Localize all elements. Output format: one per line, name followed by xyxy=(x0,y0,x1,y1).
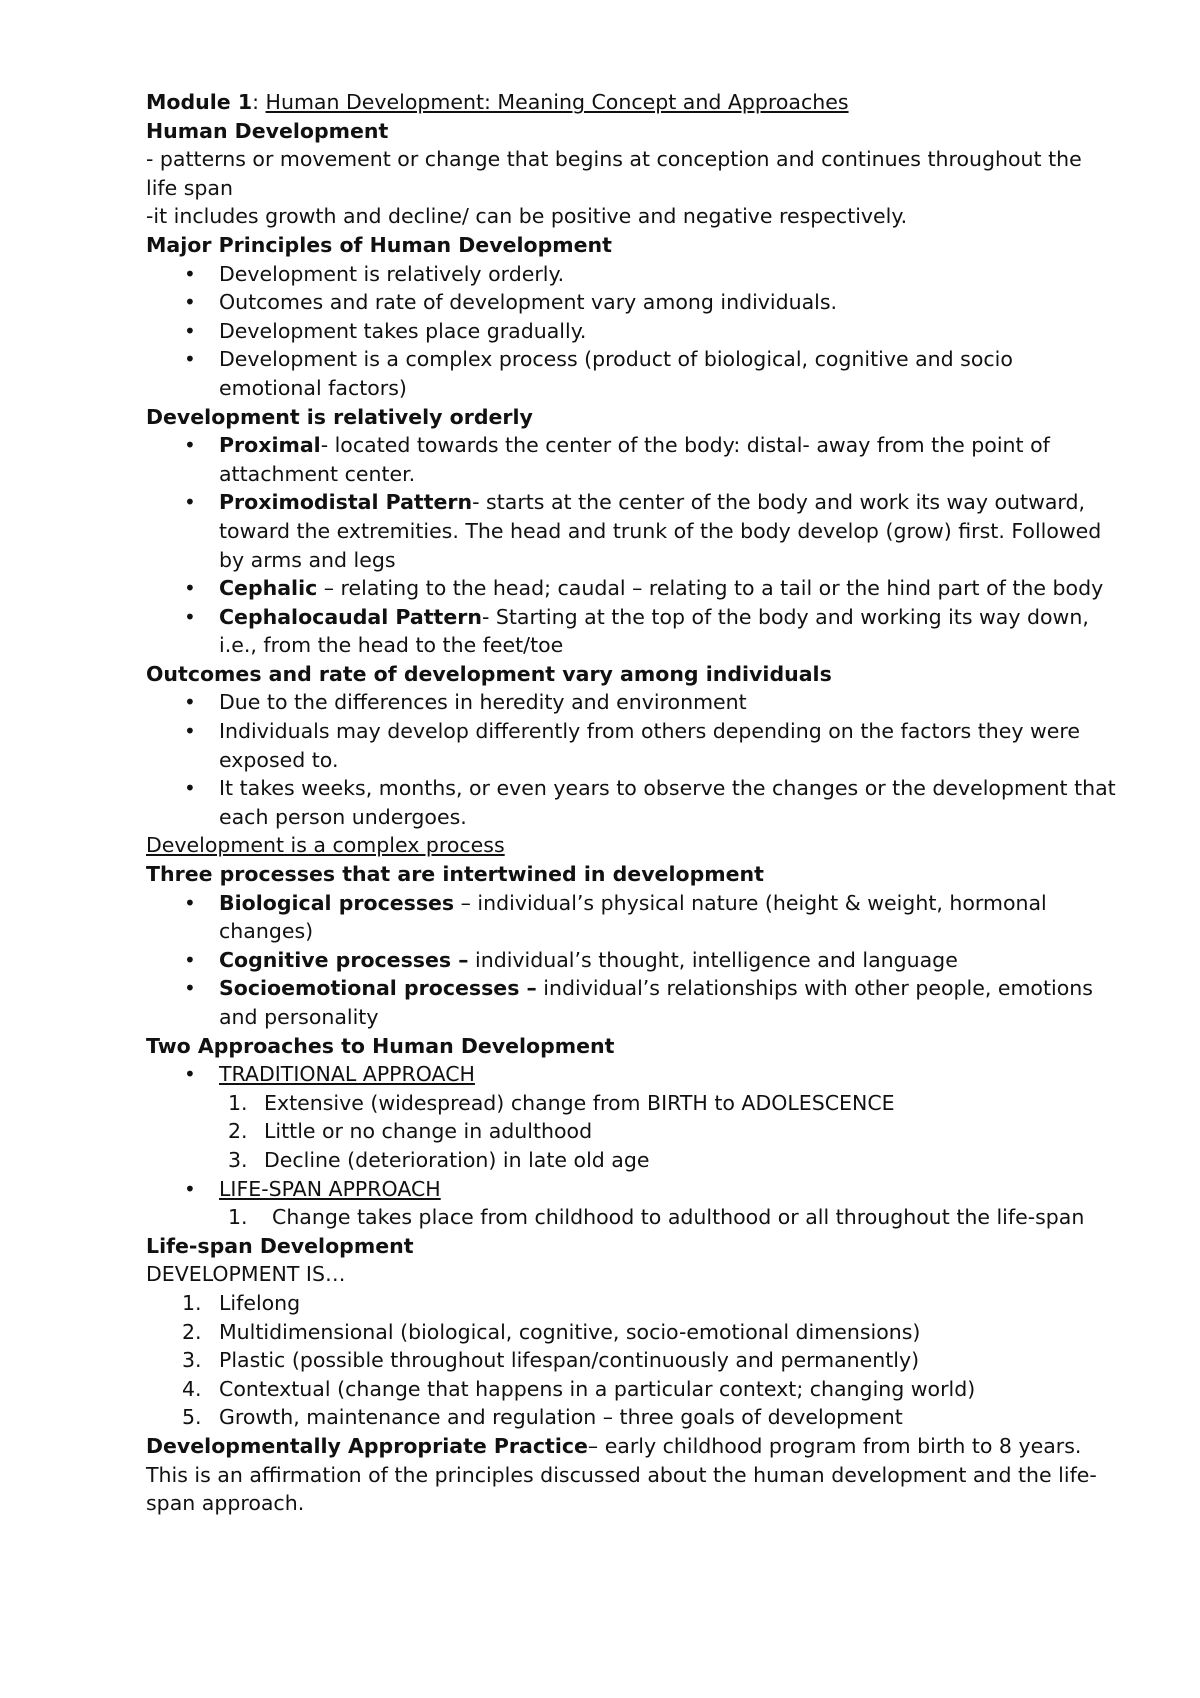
item-text: Contextual (change that happens in a particular context; changing world) xyxy=(219,1376,976,1401)
list-item xyxy=(146,1318,1116,1347)
list-item xyxy=(146,1375,1116,1404)
definition: - located towards the center of the body: distal- away from the point of attachment center. xyxy=(219,433,1050,486)
module-title: Human Development: Meaning Concept and Approaches xyxy=(265,90,849,114)
traditional-approach-label: TRADITIONAL APPROACH xyxy=(219,1062,475,1087)
list-item: • Outcomes and rate of development vary among individuals. xyxy=(146,288,1116,317)
definition: - Starting at the top of the body and working its way down, i.e., from the head to the feet/toe xyxy=(219,604,1089,658)
list-item xyxy=(146,1403,1116,1432)
outcomes-heading: Outcomes and rate of development vary among individuals xyxy=(146,661,832,686)
item-number: 5. xyxy=(182,1405,202,1430)
definition: – individual’s physical nature (height & weight, hormonal changes) xyxy=(219,890,1047,944)
item-number: 4. xyxy=(182,1376,202,1401)
definition: individual’s thought, intelligence and language xyxy=(468,947,958,972)
list-item xyxy=(146,1117,1116,1146)
development-characteristics-list xyxy=(146,1289,1116,1432)
module-title-line xyxy=(146,88,1116,117)
list-item xyxy=(146,574,1116,603)
hd-growth-line: -it includes growth and decline/ can be positive and negative respectively. xyxy=(146,204,908,229)
principles-list xyxy=(146,260,1116,403)
list-item xyxy=(146,946,1116,975)
approaches-heading: Two Approaches to Human Development xyxy=(146,1033,615,1058)
orderly-list xyxy=(146,431,1116,660)
processes-list xyxy=(146,889,1116,1032)
item-text: Multidimensional (biological, cognitive, socio-emotional dimensions) xyxy=(219,1319,921,1344)
list-item xyxy=(146,889,1116,946)
list-item: • It takes weeks, months, or even years to observe the changes or the development that each person undergoes. xyxy=(146,774,1116,831)
item-text: Lifelong xyxy=(219,1290,301,1315)
document-page xyxy=(146,88,1116,1518)
life-span-development-heading: Life-span Development xyxy=(146,1233,414,1258)
item-number: 3. xyxy=(182,1348,202,1373)
dap-definition: – early childhood program from birth to 8 years. This is an affirmation of the principles discussed about the human development and the life-span approach. xyxy=(146,1433,1097,1516)
item-number: 2. xyxy=(182,1319,202,1344)
approaches-list xyxy=(146,1060,1116,1089)
list-item xyxy=(146,1146,1116,1175)
term: Cephalic xyxy=(219,576,318,601)
life-span-approach-label: LIFE-SPAN APPROACH xyxy=(219,1176,441,1201)
list-item xyxy=(146,1289,1116,1318)
term: Biological processes xyxy=(219,890,455,915)
item-text: Plastic (possible throughout lifespan/continuously and permanently) xyxy=(219,1348,920,1373)
item-text: Decline (deterioration) in late old age xyxy=(264,1147,650,1172)
item-number: 2. xyxy=(228,1119,248,1144)
traditional-approach-list xyxy=(146,1089,1116,1175)
term: Proximodistal Pattern xyxy=(219,490,473,515)
list-item xyxy=(146,603,1116,660)
list-item xyxy=(146,488,1116,574)
list-item xyxy=(146,1060,1116,1089)
term: Cephalocaudal Pattern xyxy=(219,604,482,629)
life-span-approach-list xyxy=(146,1203,1116,1232)
item-number: 1. xyxy=(228,1090,248,1115)
development-is-intro: DEVELOPMENT IS… xyxy=(146,1262,346,1287)
item-text: Growth, maintenance and regulation – three goals of development xyxy=(219,1405,903,1430)
list-item: • Development is relatively orderly. xyxy=(146,260,1116,289)
definition: – relating to the head; caudal – relating to a tail or the hind part of the body xyxy=(317,576,1104,601)
module-separator: : xyxy=(252,90,266,114)
list-item xyxy=(146,431,1116,488)
list-item xyxy=(146,1175,1116,1204)
item-text: Extensive (widespread) change from BIRTH to ADOLESCENCE xyxy=(264,1090,895,1115)
list-item: • Due to the differences in heredity and environment xyxy=(146,688,1116,717)
dap-paragraph xyxy=(146,1432,1116,1518)
item-text: Change takes place from childhood to adulthood or all throughout the life-span xyxy=(272,1205,1085,1230)
list-item: • Individuals may develop differently from others depending on the factors they were exposed to. xyxy=(146,717,1116,774)
list-item: • Development is a complex process (product of biological, cognitive and socio emotional factors) xyxy=(146,345,1116,402)
orderly-heading: Development is relatively orderly xyxy=(146,404,533,429)
item-number: 1. xyxy=(228,1205,248,1230)
principles-heading: Major Principles of Human Development xyxy=(146,232,612,257)
item-number: 1. xyxy=(182,1290,202,1315)
module-label: Module 1 xyxy=(146,90,253,114)
list-item xyxy=(146,1346,1116,1375)
term: Socioemotional processes – xyxy=(219,976,537,1001)
term: Proximal xyxy=(219,433,321,458)
item-number: 3. xyxy=(228,1147,248,1172)
hd-definition-line: - patterns or movement or change that begins at conception and continues throughout the life span xyxy=(146,147,1082,200)
human-development-heading: Human Development xyxy=(146,118,389,143)
list-item xyxy=(146,1203,1116,1232)
approaches-list-2 xyxy=(146,1175,1116,1204)
list-item xyxy=(146,974,1116,1031)
three-processes-heading: Three processes that are intertwined in development xyxy=(146,862,764,887)
term: Cognitive processes – xyxy=(219,947,469,972)
definition: individual’s relationships with other people, emotions and personality xyxy=(219,976,1093,1029)
list-item: • Development takes place gradually. xyxy=(146,317,1116,346)
list-item xyxy=(146,1089,1116,1118)
outcomes-list xyxy=(146,688,1116,831)
complex-subheading: Development is a complex process xyxy=(146,833,505,858)
definition: - starts at the center of the body and work its way outward, toward the extremities. The head and trunk of the body develop (grow) first. Followed by arms and legs xyxy=(219,490,1102,572)
item-text: Little or no change in adulthood xyxy=(264,1119,593,1144)
dap-term: Developmentally Appropriate Practice xyxy=(146,1433,588,1458)
